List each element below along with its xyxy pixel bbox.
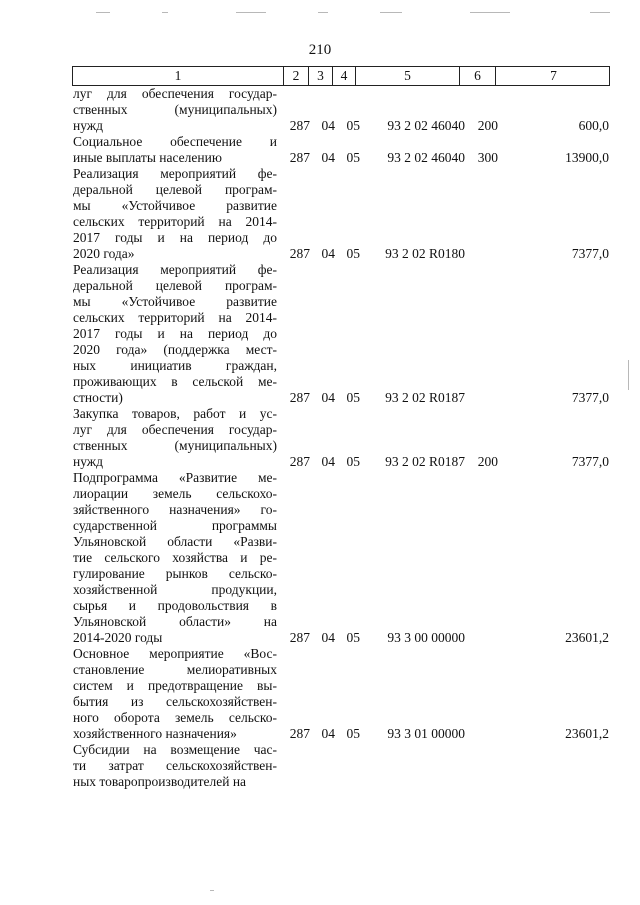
row-description [73, 470, 277, 646]
description-line: Ульяновской области» на [73, 614, 277, 629]
amount-value: 7377,0 [571, 390, 609, 405]
description-line: сырья и продовольствия в [73, 598, 277, 613]
scan-speck [162, 12, 168, 13]
description-line: деральной целевой програм- [73, 182, 277, 197]
section-code: 04 [321, 454, 335, 469]
subsection-code: 05 [346, 246, 360, 261]
table-row [73, 262, 613, 406]
table-row [73, 86, 613, 134]
amount-value: 23601,2 [565, 630, 609, 645]
description-line: ственных (муниципальных) [73, 438, 277, 453]
description-line: зяйственного назначения» го- [73, 502, 277, 517]
section-code: 04 [321, 726, 335, 741]
table-row [73, 406, 613, 470]
description-line: становление мелиоративных [73, 662, 277, 677]
description-line: нужд [73, 118, 103, 133]
header-col-7: 7 [550, 68, 557, 83]
subsection-code: 05 [346, 454, 360, 469]
scan-speck [380, 12, 402, 13]
admin-code: 287 [289, 630, 310, 645]
subsection-code: 05 [346, 630, 360, 645]
target-article-code: 93 2 02 46040 [387, 118, 465, 133]
amount-value: 13900,0 [565, 150, 609, 165]
expense-type-code: 200 [477, 454, 498, 469]
description-line: луг для обеспечения государ- [73, 86, 277, 101]
scan-speck [96, 12, 110, 13]
target-article-code: 93 2 02 R0187 [385, 390, 465, 405]
description-line: систем и предотвращение вы- [73, 678, 277, 693]
target-article-code: 93 3 01 00000 [387, 726, 465, 741]
table-row [73, 470, 613, 646]
target-article-code: 93 2 02 R0180 [385, 246, 465, 261]
expense-type-code: 300 [477, 150, 498, 165]
description-line: Закупка товаров, работ и ус- [73, 406, 277, 421]
header-col-5: 5 [356, 67, 460, 85]
description-line: луг для обеспечения государ- [73, 422, 277, 437]
table-row [73, 134, 613, 166]
expense-type-code: 200 [477, 118, 498, 133]
description-line: хозяйственного назначения» [73, 726, 237, 741]
description-line: 2020 года» [73, 246, 135, 261]
admin-code: 287 [289, 726, 310, 741]
row-description [73, 134, 277, 166]
description-line: мы «Устойчивое развитие [73, 294, 277, 309]
description-line: Реализация мероприятий фе- [73, 166, 277, 181]
target-article-code: 93 2 02 R0187 [385, 454, 465, 469]
description-line: 2017 годы и на период до [73, 230, 277, 245]
description-line: 2014-2020 годы [73, 630, 163, 645]
description-line: 2017 годы и на период до [73, 326, 277, 341]
page-number: 210 [308, 42, 332, 58]
section-code: 04 [321, 246, 335, 261]
scan-speck [628, 360, 629, 390]
description-line: Подпрограмма «Развитие ме- [73, 470, 277, 485]
row-description [73, 166, 277, 262]
description-line: Основное мероприятие «Вос- [73, 646, 277, 661]
target-article-code: 93 2 02 46040 [387, 150, 465, 165]
description-line: сельских территорий на 2014- [73, 310, 277, 325]
description-line: ных товаропроизводителей на [73, 774, 247, 789]
description-line: Социальное обеспечение и [73, 134, 277, 149]
description-line: стности) [73, 390, 123, 405]
subsection-code: 05 [346, 390, 360, 405]
description-line: ти затрат сельскохозяйствен- [73, 758, 277, 773]
section-code: 04 [321, 390, 335, 405]
table-row [73, 742, 613, 790]
description-line: нужд [73, 454, 103, 469]
admin-code: 287 [289, 390, 310, 405]
description-line: Ульяновской области «Разви- [73, 534, 277, 549]
description-line: сударственной программы [73, 518, 277, 533]
section-code: 04 [321, 630, 335, 645]
header-col-2: 2 [284, 67, 309, 85]
description-line: мы «Устойчивое развитие [73, 198, 277, 213]
description-line: Реализация мероприятий фе- [73, 262, 277, 277]
scan-speck [236, 12, 266, 13]
admin-code: 287 [289, 454, 310, 469]
subsection-code: 05 [346, 726, 360, 741]
description-line: гулирование рынков сельско- [73, 566, 277, 581]
table-header [72, 66, 610, 86]
amount-value: 7377,0 [571, 454, 609, 469]
description-line: 2020 года» (поддержка мест- [73, 342, 277, 357]
scan-speck [210, 890, 214, 891]
description-line: сельских территорий на 2014- [73, 214, 277, 229]
subsection-code: 05 [346, 118, 360, 133]
scan-speck [590, 12, 610, 13]
section-code: 04 [321, 150, 335, 165]
table-row [73, 166, 613, 262]
description-line: ных инициатив граждан, [73, 358, 277, 373]
row-description [73, 262, 277, 406]
amount-value: 7377,0 [571, 246, 609, 261]
row-description [73, 646, 277, 742]
header-col-4: 4 [333, 67, 356, 85]
description-line: хозяйственной продукции, [73, 582, 277, 597]
admin-code: 287 [289, 246, 310, 261]
scan-speck [470, 12, 510, 13]
admin-code: 287 [289, 150, 310, 165]
admin-code: 287 [289, 118, 310, 133]
row-description [73, 742, 277, 790]
amount-value: 23601,2 [565, 726, 609, 741]
description-line: тие сельского хозяйства и ре- [73, 550, 277, 565]
table-row [73, 646, 613, 742]
description-line: иные выплаты населению [73, 150, 222, 165]
amount-value: 600,0 [578, 118, 609, 133]
section-code: 04 [321, 118, 335, 133]
description-line: лиорации земель сельскохо- [73, 486, 277, 501]
budget-table-body [73, 86, 613, 790]
description-line: ного оборота земель сельско- [73, 710, 277, 725]
description-line: бытия из сельскохозяйствен- [73, 694, 277, 709]
row-description [73, 406, 277, 470]
scan-speck [318, 12, 328, 13]
subsection-code: 05 [346, 150, 360, 165]
description-line: деральной целевой програм- [73, 278, 277, 293]
row-description [73, 86, 277, 134]
header-col-1: 1 [73, 67, 284, 85]
target-article-code: 93 3 00 00000 [387, 630, 465, 645]
description-line: ственных (муниципальных) [73, 102, 277, 117]
description-line: проживающих в сельской ме- [73, 374, 277, 389]
header-col-3: 3 [309, 67, 333, 85]
header-col-6: 6 [460, 67, 496, 85]
description-line: Субсидии на возмещение час- [73, 742, 277, 757]
